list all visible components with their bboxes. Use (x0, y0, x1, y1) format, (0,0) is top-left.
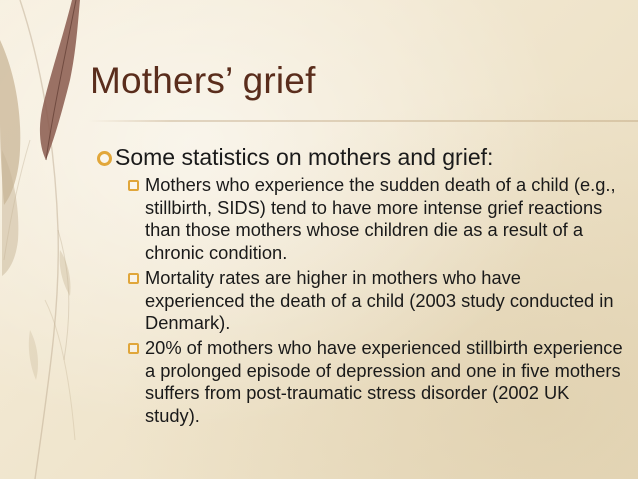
square-bullet-icon (128, 180, 139, 191)
square-bullet-icon (128, 343, 139, 354)
sub-bullet-item (128, 337, 628, 428)
slide-title: Mothers’ grief (90, 60, 316, 101)
square-bullet-icon (128, 273, 139, 284)
sub-bullet-item (128, 174, 628, 265)
sub-bullet-text: Mortality rates are higher in mothers who have experienced the death of a child (2003 study conducted in Denmark). (145, 266, 614, 334)
sub-bullet-text: Mothers who experience the sudden death of a child (e.g., stillbirth, SIDS) tend to have more intense grief reactions than those mothers whose children die as a result of a chronic condition. (145, 174, 616, 264)
bullet-level1-text: Some statistics on mothers and grief: (115, 144, 494, 170)
ring-bullet-icon (97, 151, 112, 166)
sub-bullet-text: 20% of mothers who have experienced stillbirth experience a prolonged episode of depression and one in five mothers suffers from post-traumatic stress disorder (2002 UK study). (145, 336, 623, 427)
sub-bullet-list (128, 174, 628, 430)
sub-bullet-item (128, 267, 628, 335)
title-divider (88, 120, 638, 122)
bullet-level1 (97, 143, 493, 171)
